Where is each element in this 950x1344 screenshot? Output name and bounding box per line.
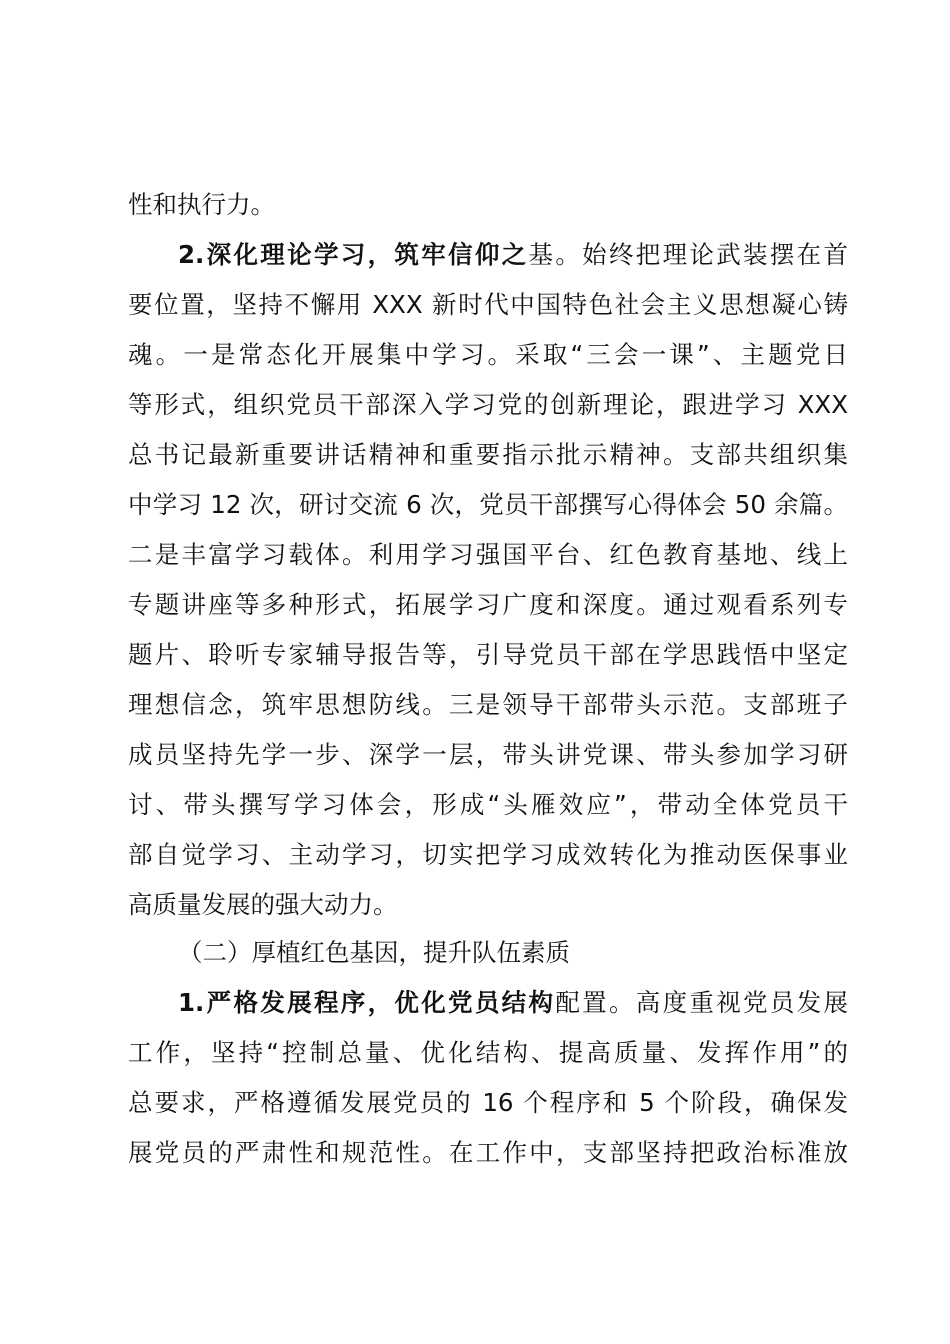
line-text: 成员坚持先学一步、深学一层，带头讲党课、带头参加学习研 [128, 740, 848, 769]
paragraph-line [128, 888, 848, 922]
subheading-bold: 2.深化理论学习，筑牢信仰之 [178, 240, 529, 269]
paragraph-line [128, 188, 848, 222]
line-text: 高质量发展的强大动力。 [128, 890, 398, 919]
paragraph-line [128, 488, 848, 522]
line-text: 部自觉学习、主动学习，切实把学习成效转化为推动医保事业 [128, 840, 848, 869]
paragraph-line [128, 788, 848, 822]
paragraph-line [128, 588, 848, 622]
paragraph-line [128, 1136, 848, 1170]
heading-text: （二）厚植红色基因，提升队伍素质 [178, 938, 570, 967]
line-text: 性和执行力。 [128, 190, 275, 219]
paragraph-line [128, 388, 848, 422]
line-text: 展党员的严肃性和规范性。在工作中，支部坚持把政治标准放 [128, 1138, 848, 1167]
line-text: 等形式，组织党员干部深入学习党的创新理论，跟进学习 XXX [128, 390, 848, 419]
line-text: 中学习 12 次，研讨交流 6 次，党员干部撰写心得体会 50 余篇。 [128, 490, 848, 519]
section-heading [178, 936, 848, 970]
subheading-line [178, 238, 848, 272]
paragraph-line [128, 288, 848, 322]
line-text: 总要求，严格遵循发展党员的 16 个程序和 5 个阶段，确保发 [128, 1088, 848, 1117]
line-text: 总书记最新重要讲话精神和重要指示批示精神。支部共组织集 [128, 440, 848, 469]
line-text: 二是丰富学习载体。利用学习强国平台、红色教育基地、线上 [128, 540, 848, 569]
line-text: 基。始终把理论武装摆在首 [528, 240, 849, 269]
line-text: 配置。高度重视党员发展 [555, 988, 848, 1017]
line-text: 魂。一是常态化开展集中学习。采取“三会一课”、主题党日 [128, 340, 848, 369]
subheading-line [178, 986, 848, 1020]
paragraph-line [128, 838, 848, 872]
paragraph-line [128, 1086, 848, 1120]
paragraph-line [128, 638, 848, 672]
line-text: 理想信念，筑牢思想防线。三是领导干部带头示范。支部班子 [128, 690, 848, 719]
paragraph-line [128, 338, 848, 372]
line-text: 要位置，坚持不懈用 XXX 新时代中国特色社会主义思想凝心铸 [128, 290, 848, 319]
subheading-bold: 1.严格发展程序，优化党员结构 [178, 988, 556, 1017]
paragraph-line [128, 688, 848, 722]
paragraph-line [128, 1036, 848, 1070]
paragraph-line [128, 438, 848, 472]
line-text: 题片、聆听专家辅导报告等，引导党员干部在学思践悟中坚定 [128, 640, 848, 669]
paragraph-line [128, 738, 848, 772]
line-text: 专题讲座等多种形式，拓展学习广度和深度。通过观看系列专 [128, 590, 848, 619]
paragraph-line [128, 538, 848, 572]
line-text: 工作，坚持“控制总量、优化结构、提高质量、发挥作用”的 [128, 1038, 848, 1067]
line-text: 讨、带头撰写学习体会，形成“头雁效应”，带动全体党员干 [128, 790, 848, 819]
